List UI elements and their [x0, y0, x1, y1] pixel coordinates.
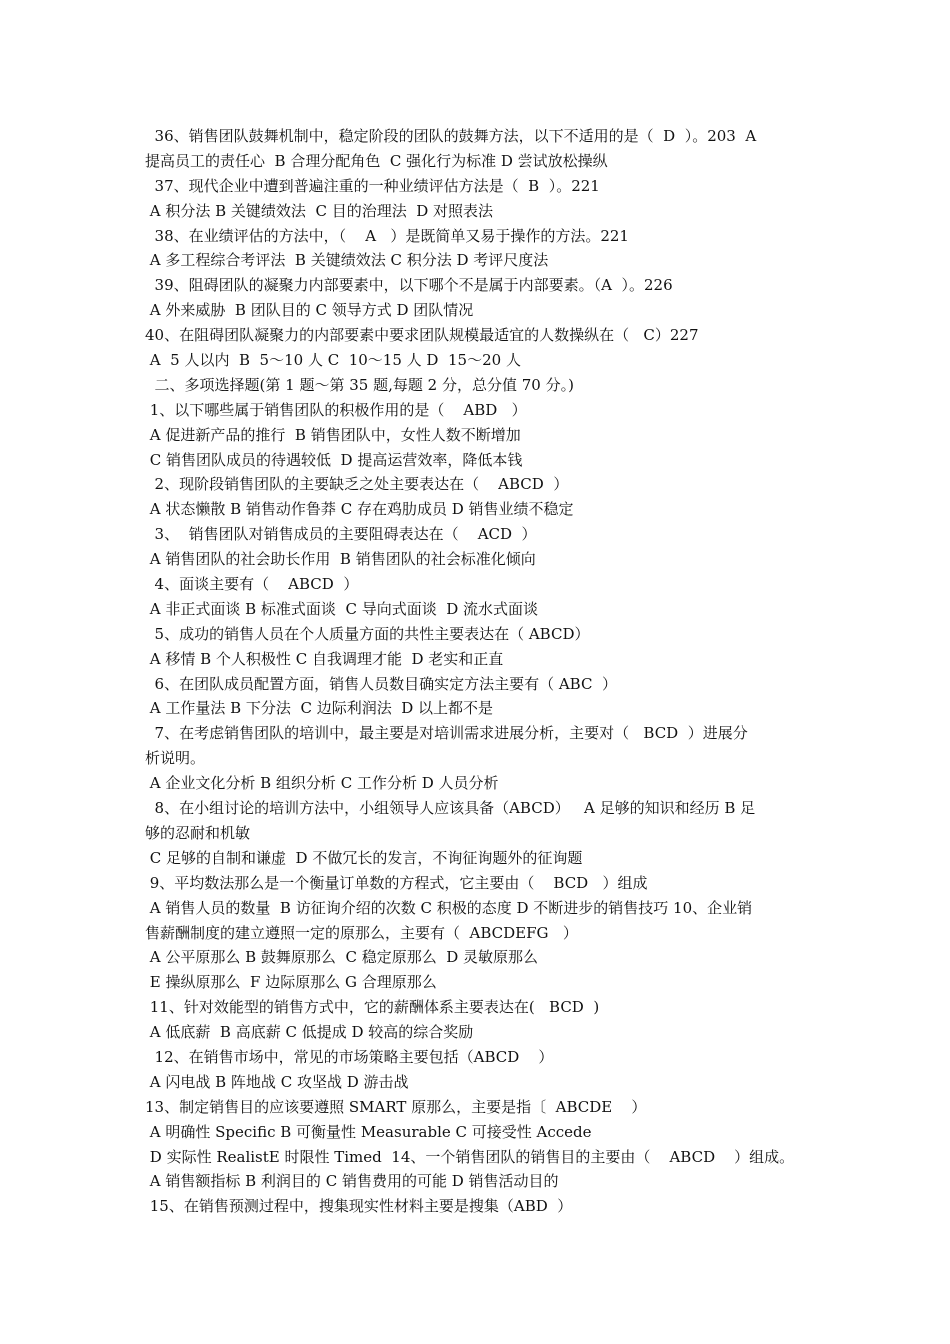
text-line: A 多工程综合考评法 B 关键绩效法 C 积分法 D 考评尺度法 [145, 251, 549, 270]
text-line: C 足够的自制和谦虚 D 不做冗长的发言，不询征询题外的征询题 [145, 848, 583, 867]
text-line: 提高员工的责任心 B 合理分配角色 C 强化行为标准 D 尝试放松操纵 [145, 151, 608, 170]
text-line: A 移情 B 个人积极性 C 自我调理才能 D 老实和正直 [145, 649, 504, 668]
text-line: 15、在销售预测过程中，搜集现实性材料主要是搜集（ABD ） [145, 1197, 573, 1216]
text-line: 11、针对效能型的销售方式中，它的薪酬体系主要表达在( BCD ) [145, 998, 600, 1017]
text-line: 38、在业绩评估的方法中，（ A ）是既简单又易于操作的方法。221 [145, 226, 629, 245]
text-line: A 销售人员的数量 B 访征询介绍的次数 C 积极的态度 D 不断进步的销售技巧 10、企业销 [145, 898, 753, 917]
text-line: A 工作量法 B 下分法 C 边际利润法 D 以上都不是 [145, 699, 494, 718]
text-line: A 5 人以内 B 5～10 人 C 10～15 人 D 15～20 人 [145, 351, 521, 370]
text-line: A 非正式面谈 B 标准式面谈 C 导向式面谈 D 流水式面谈 [145, 599, 539, 618]
text-line: A 状态懒散 B 销售动作鲁莽 C 存在鸡肋成员 D 销售业绩不稳定 [145, 500, 574, 519]
text-line: 2、现阶段销售团队的主要缺乏之处主要表达在（ ABCD ） [145, 475, 569, 494]
section-heading: 二、多项选择题(第 1 题～第 35 题,每题 2 分，总分值 70 分。) [145, 375, 574, 394]
text-line: 5、成功的销售人员在个人质量方面的共性主要表达在（ ABCD） [145, 624, 590, 643]
text-line: 够的忍耐和机敏 [145, 823, 251, 842]
text-line: 39、阻碍团队的凝聚力内部要素中，以下哪个不是属于内部要素。（A ）。226 [145, 276, 673, 295]
text-line: 12、在销售市场中，常见的市场策略主要包括（ABCD ） [145, 1047, 554, 1066]
text-line: 36、销售团队鼓舞机制中，稳定阶段的团队的鼓舞方法，以下不适用的是（ D ）。203 A [145, 127, 757, 145]
text-line: A 销售额指标 B 利润目的 C 销售费用的可能 D 销售活动目的 [145, 1172, 559, 1191]
text-line: D 实际性 RealistE 时限性 Timed 14、一个销售团队的销售目的主要由（ ABCD ）组成。 [145, 1147, 795, 1166]
text-line: 9、平均数法那么是一个衡量订单数的方程式，它主要由（ BCD ）组成 [145, 873, 648, 892]
text-line: 1、以下哪些属于销售团队的积极作用的是（ ABD ） [145, 400, 527, 419]
document-body [145, 124, 810, 1219]
text-line: A 公平原那么 B 鼓舞原那么 C 稳定原那么 D 灵敏原那么 [145, 948, 539, 967]
text-line: 3、 销售团队对销售成员的主要阻碍表达在（ ACD ） [145, 525, 537, 544]
text-line: A 销售团队的社会助长作用 B 销售团队的社会标准化倾向 [145, 550, 536, 569]
text-line: E 操纵原那么 F 边际原那么 G 合理原那么 [145, 973, 437, 992]
text-line: A 积分法 B 关键绩效法 C 目的治理法 D 对照表法 [145, 201, 494, 220]
text-line: 8、在小组讨论的培训方法中，小组领导人应该具备（ABCD） A 足够的知识和经历 B 足 [145, 799, 756, 818]
text-line: 13、制定销售目的应该要遵照 SMART 原那么，主要是指〔 ABCDE ） [145, 1097, 647, 1116]
text-line: 析说明。 [145, 749, 206, 768]
text-line: 40、在阻碍团队凝聚力的内部要素中要求团队规模最适宜的人数操纵在（ C）227 [145, 326, 699, 345]
text-line: 6、在团队成员配置方面，销售人员数目确实定方法主要有（ ABC ） [145, 674, 617, 693]
text-line: A 外来威胁 B 团队目的 C 领导方式 D 团队情况 [145, 301, 474, 320]
text-line: A 低底薪 B 高底薪 C 低提成 D 较高的综合奖励 [145, 1023, 474, 1042]
text-line: 4、面谈主要有（ ABCD ） [145, 575, 359, 594]
text-line: 售薪酬制度的建立遵照一定的原那么，主要有（ ABCDEFG ） [145, 923, 578, 942]
text-line: A 促进新产品的推行 B 销售团队中，女性人数不断增加 [145, 425, 521, 444]
text-line: A 闪电战 B 阵地战 C 攻坚战 D 游击战 [145, 1072, 409, 1091]
text-line: A 企业文化分析 B 组织分析 C 工作分析 D 人员分析 [145, 774, 499, 793]
text-line: A 明确性 Specific B 可衡量性 Measurable C 可接受性 Accede [145, 1122, 592, 1141]
text-line: C 销售团队成员的待遇较低 D 提高运营效率，降低本钱 [145, 450, 523, 469]
text-line: 7、在考虑销售团队的培训中，最主要是对培训需求进展分析，主要对（ BCD ）进展分 [145, 724, 748, 743]
text-line: 37、现代企业中遭到普遍注重的一种业绩评估方法是（ B ）。221 [145, 176, 600, 195]
